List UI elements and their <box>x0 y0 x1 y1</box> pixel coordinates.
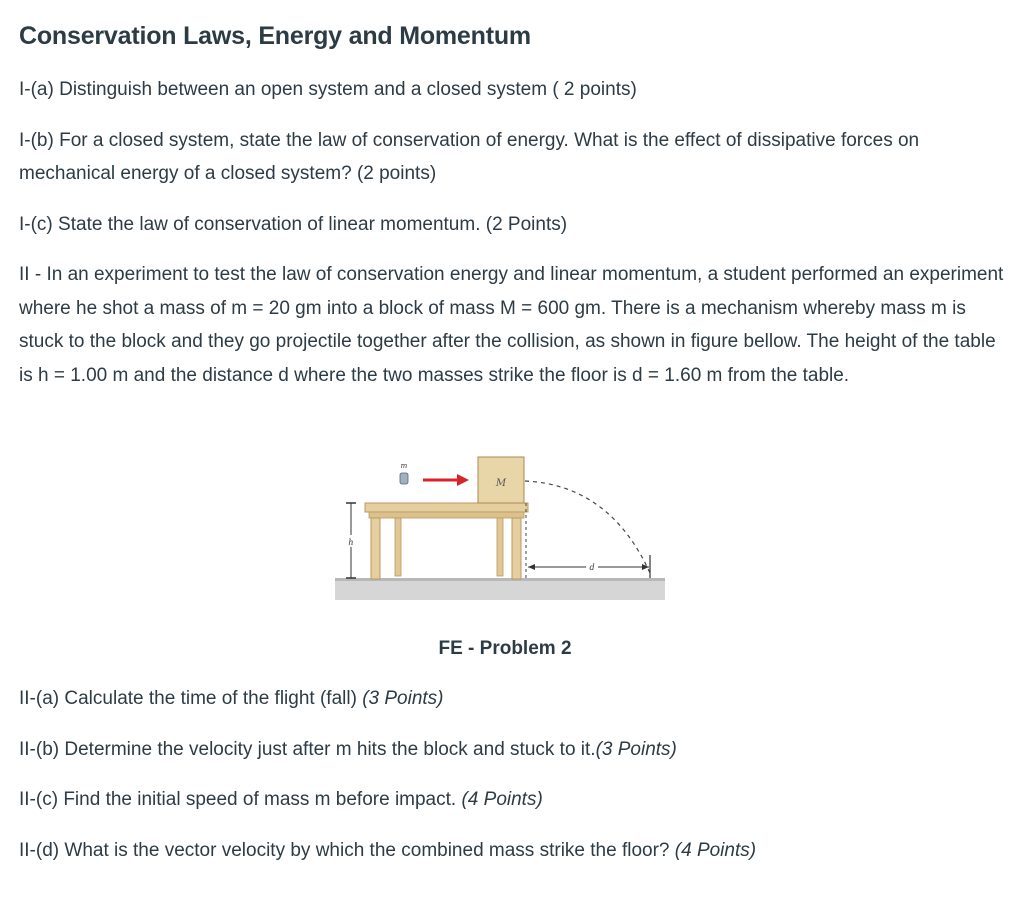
subquestion-2d-points: (4 Points) <box>674 839 757 861</box>
subquestion-2d-label: II-(d) <box>19 839 60 861</box>
table-apron <box>369 512 524 518</box>
question-1a <box>19 73 1009 107</box>
subquestion-2c <box>19 783 1009 817</box>
subquestion-2a <box>19 682 1009 716</box>
subquestion-2a-points: (3 Points) <box>362 688 444 709</box>
floor <box>335 580 665 600</box>
small-mass-label: m <box>400 462 408 470</box>
subquestion-2b <box>19 733 1009 767</box>
projectile-trajectory <box>525 481 650 573</box>
table-leg-back-left <box>395 518 401 576</box>
distance-arrow-left <box>528 564 535 570</box>
table-top <box>365 503 528 512</box>
table-leg-back-right <box>497 518 503 576</box>
problem-content <box>19 18 1009 392</box>
question-1c-label: I-(c) <box>19 213 53 235</box>
subquestion-2a-text: Calculate the time of the flight (fall) <box>64 688 357 709</box>
question-1b-label: I-(b) <box>19 129 54 151</box>
subquestion-2d <box>19 834 1009 868</box>
height-label: h <box>348 538 354 547</box>
question-1b <box>19 124 1009 191</box>
figure-caption: FE - Problem 2 <box>438 638 572 659</box>
question-1c-text: State the law of conservation of linear momentum. (2 Points) <box>58 213 568 235</box>
floor-edge <box>335 578 665 581</box>
subquestions <box>19 682 1009 884</box>
subquestion-2c-points: (4 Points) <box>461 789 543 810</box>
table-leg-right <box>512 518 521 579</box>
velocity-arrow-head <box>457 474 469 486</box>
subquestion-2a-label: II-(a) <box>19 688 60 709</box>
question-1c <box>19 208 1009 242</box>
table-leg-left <box>371 518 380 579</box>
page-title: Conservation Laws, Energy and Momentum <box>19 22 531 50</box>
small-mass <box>400 473 408 484</box>
question-2-intro <box>19 258 1009 392</box>
subquestion-2c-label: II-(c) <box>19 789 59 810</box>
distance-label: d <box>589 563 595 572</box>
experiment-figure <box>335 455 665 605</box>
subquestion-2b-points: (3 Points) <box>595 738 677 760</box>
subquestion-2d-text: What is the vector velocity by which the combined mass strike the floor? <box>64 839 670 861</box>
block-mass-label: M <box>495 478 507 489</box>
question-1a-text: Distinguish between an open system and a closed system ( 2 points) <box>59 79 637 100</box>
question-2-text: In an experiment to test the law of conservation energy and linear momentum, a student performed an experiment where he shot a mass of m = 20 gm into a block of mass M = 600 gm. There is a mechanism whereby mass m is stuck to the block and they go projectile together after the collision, as shown in figure bellow. The height of the table is h = 1.00 m and the distance d where the two masses strike the floor is d = 1.60 m from the table. <box>19 264 1004 386</box>
table-projectile-diagram <box>335 455 665 605</box>
subquestion-2c-text: Find the initial speed of mass m before impact. <box>63 789 457 810</box>
question-2-label: II - <box>19 264 42 285</box>
subquestion-2b-text: Determine the velocity just after m hits the block and stuck to it. <box>64 738 596 760</box>
question-1a-label: I-(a) <box>19 79 54 100</box>
question-1b-text: For a closed system, state the law of conservation of energy. What is the effect of dissipative forces on mechanical energy of a closed system? (2 points) <box>19 129 920 184</box>
subquestion-2b-label: II-(b) <box>19 738 60 760</box>
